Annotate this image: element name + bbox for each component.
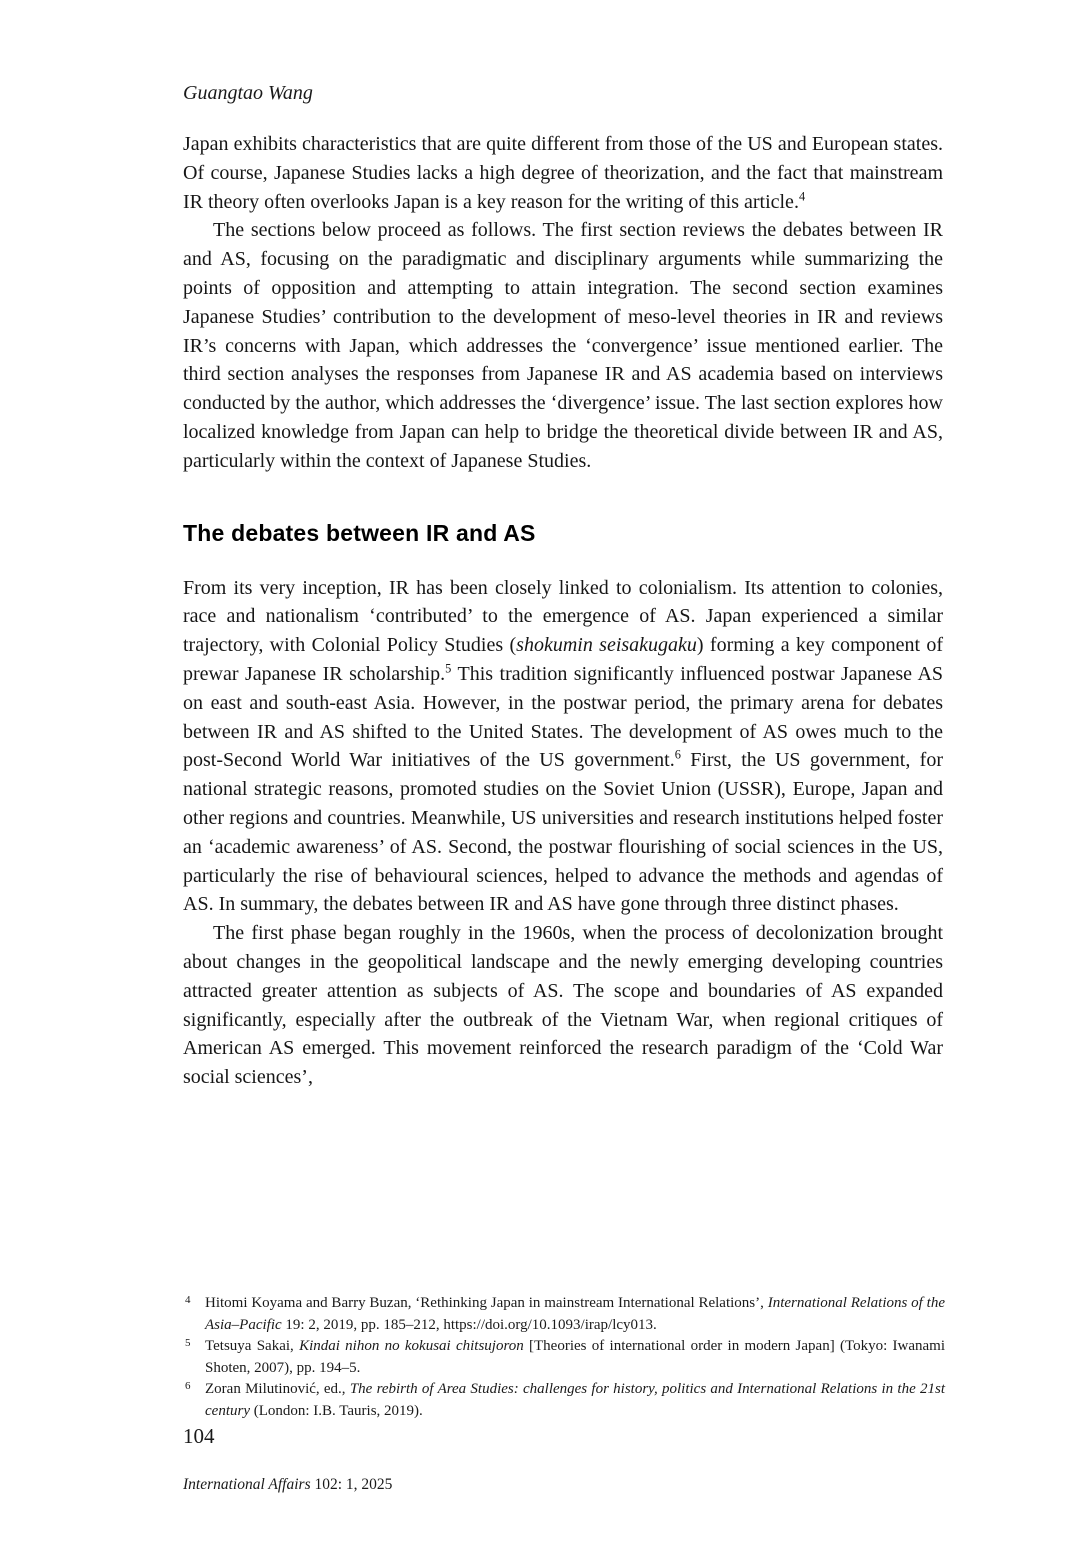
text-run: (London: I.B. Tauris, 2019). [249,1402,423,1419]
text-run: 19: 2, 2019, pp. 185–212, https://doi.org/10.1093/irap/lcy013. [281,1316,657,1333]
footnote-ref: 6 [674,747,681,762]
text-run: Japan exhibits characteristics that are quite different from those of the US and European states. Of course, Japanese Studies lacks a high degree of theorization, and the fact that mainstream IR theory often overlooks Japan is a key reason for the writing of this article. [183,133,943,213]
paragraph-section-1 [183,574,943,920]
text-run: Zoran Milutinović, ed., [205,1381,350,1397]
footnote-4 [183,1293,945,1336]
italic-text: Kindai nihon no kokusai chitsujoron [299,1338,524,1354]
footnote-ref: 5 [445,661,452,676]
article-body [183,130,943,1092]
footnote-text [205,1338,945,1376]
journal-footer-line [183,1476,392,1494]
footnote-number: 6 [185,1380,191,1392]
text-run: Tetsuya Sakai, [205,1338,300,1354]
text-run: Hitomi Koyama and Barry Buzan, ‘Rethinking Japan in mainstream International Relations’, [205,1295,768,1311]
italic-text: International Relations of the Asia–Pacific [205,1295,945,1333]
text-run: This tradition significantly influenced postwar Japanese AS on east and south-east Asia. However, in the postwar period, the primary arena for debates between IR and AS shifted to the United States. The development of AS owes much to the post-Second World War initiatives of the US government. [183,662,944,772]
italic-text: International Affairs [183,1476,311,1493]
text-run: The first phase began roughly in the 1960s, when the process of decolonization brought about changes in the geopolitical landscape and the newly emerging developing countries attracted greater attention as subjects of AS. The scope and boundaries of AS expanded significantly, especially after the outbreak of the Vietnam War, when regional critiques of American AS emerged. This movement reinforced the research paradigm of the ‘Cold War social sciences’, [183,922,943,1089]
text-run: First, the US government, for national strategic reasons, promoted studies on the Soviet Union (USSR), Europe, Japan and other regions and countries. Meanwhile, US universities and research institutions helped foster an ‘academic awareness’ of AS. Second, the postwar flourishing of social sciences in the US, particularly the rise of behavioural sciences, helped to advance the methods and agendas of AS. In summary, the debates between IR and AS have gone through three distinct phases. [183,749,943,916]
footnote-6 [183,1379,945,1422]
text-run: From its very inception, IR has been closely linked to colonialism. Its attention to colonies, race and nationalism ‘contributed’ to the emergence of AS. Japan experienced a similar trajectory, with Colonial Policy Studies ( [183,576,943,657]
footnote-number: 5 [185,1337,191,1349]
italic-text: The rebirth of Area Studies: challenges for history, politics and International Relations in the 21st century [205,1381,945,1419]
paragraph-intro-1 [183,130,943,216]
text-run: The sections below proceed as follows. The first section reviews the debates between IR and AS, focusing on the paradigmatic and disciplinary arguments while summarizing the points of opposition and attempting to attain integration. The second section examines Japanese Studies’ contribution to the development of meso-level theories in IR and reviews IR’s concerns with Japan, which addresses the ‘convergence’ issue mentioned earlier. The third section analyses the responses from Japanese IR and AS academia based on interviews conducted by the author, which addresses the ‘divergence’ issue. The last section explores how localized knowledge from Japan can help to bridge the theoretical divide between IR and AS, particularly within the context of Japanese Studies. [183,219,943,472]
footnote-ref: 4 [798,188,806,203]
text-run: [Theories of international order in modern Japan] (Tokyo: Iwanami Shoten, 2007), pp. 194–5. [205,1338,945,1376]
section-heading: The debates between IR and AS [183,519,536,546]
footnote-5 [183,1336,945,1379]
text-run: 102: 1, 2025 [310,1476,393,1493]
running-head-author: Guangtao Wang [183,82,313,104]
italic-text: shokumin seisakugaku [516,634,697,657]
page-number: 104 [183,1424,215,1448]
footnote-text [205,1295,945,1333]
paragraph-section-2 [183,919,943,1092]
footnote-number: 4 [185,1294,191,1306]
footnote-text [205,1381,945,1419]
footnotes-block [183,1293,945,1422]
paragraph-intro-2 [183,216,943,475]
text-run: ) forming a key component of prewar Japanese IR scholarship. [183,634,944,685]
